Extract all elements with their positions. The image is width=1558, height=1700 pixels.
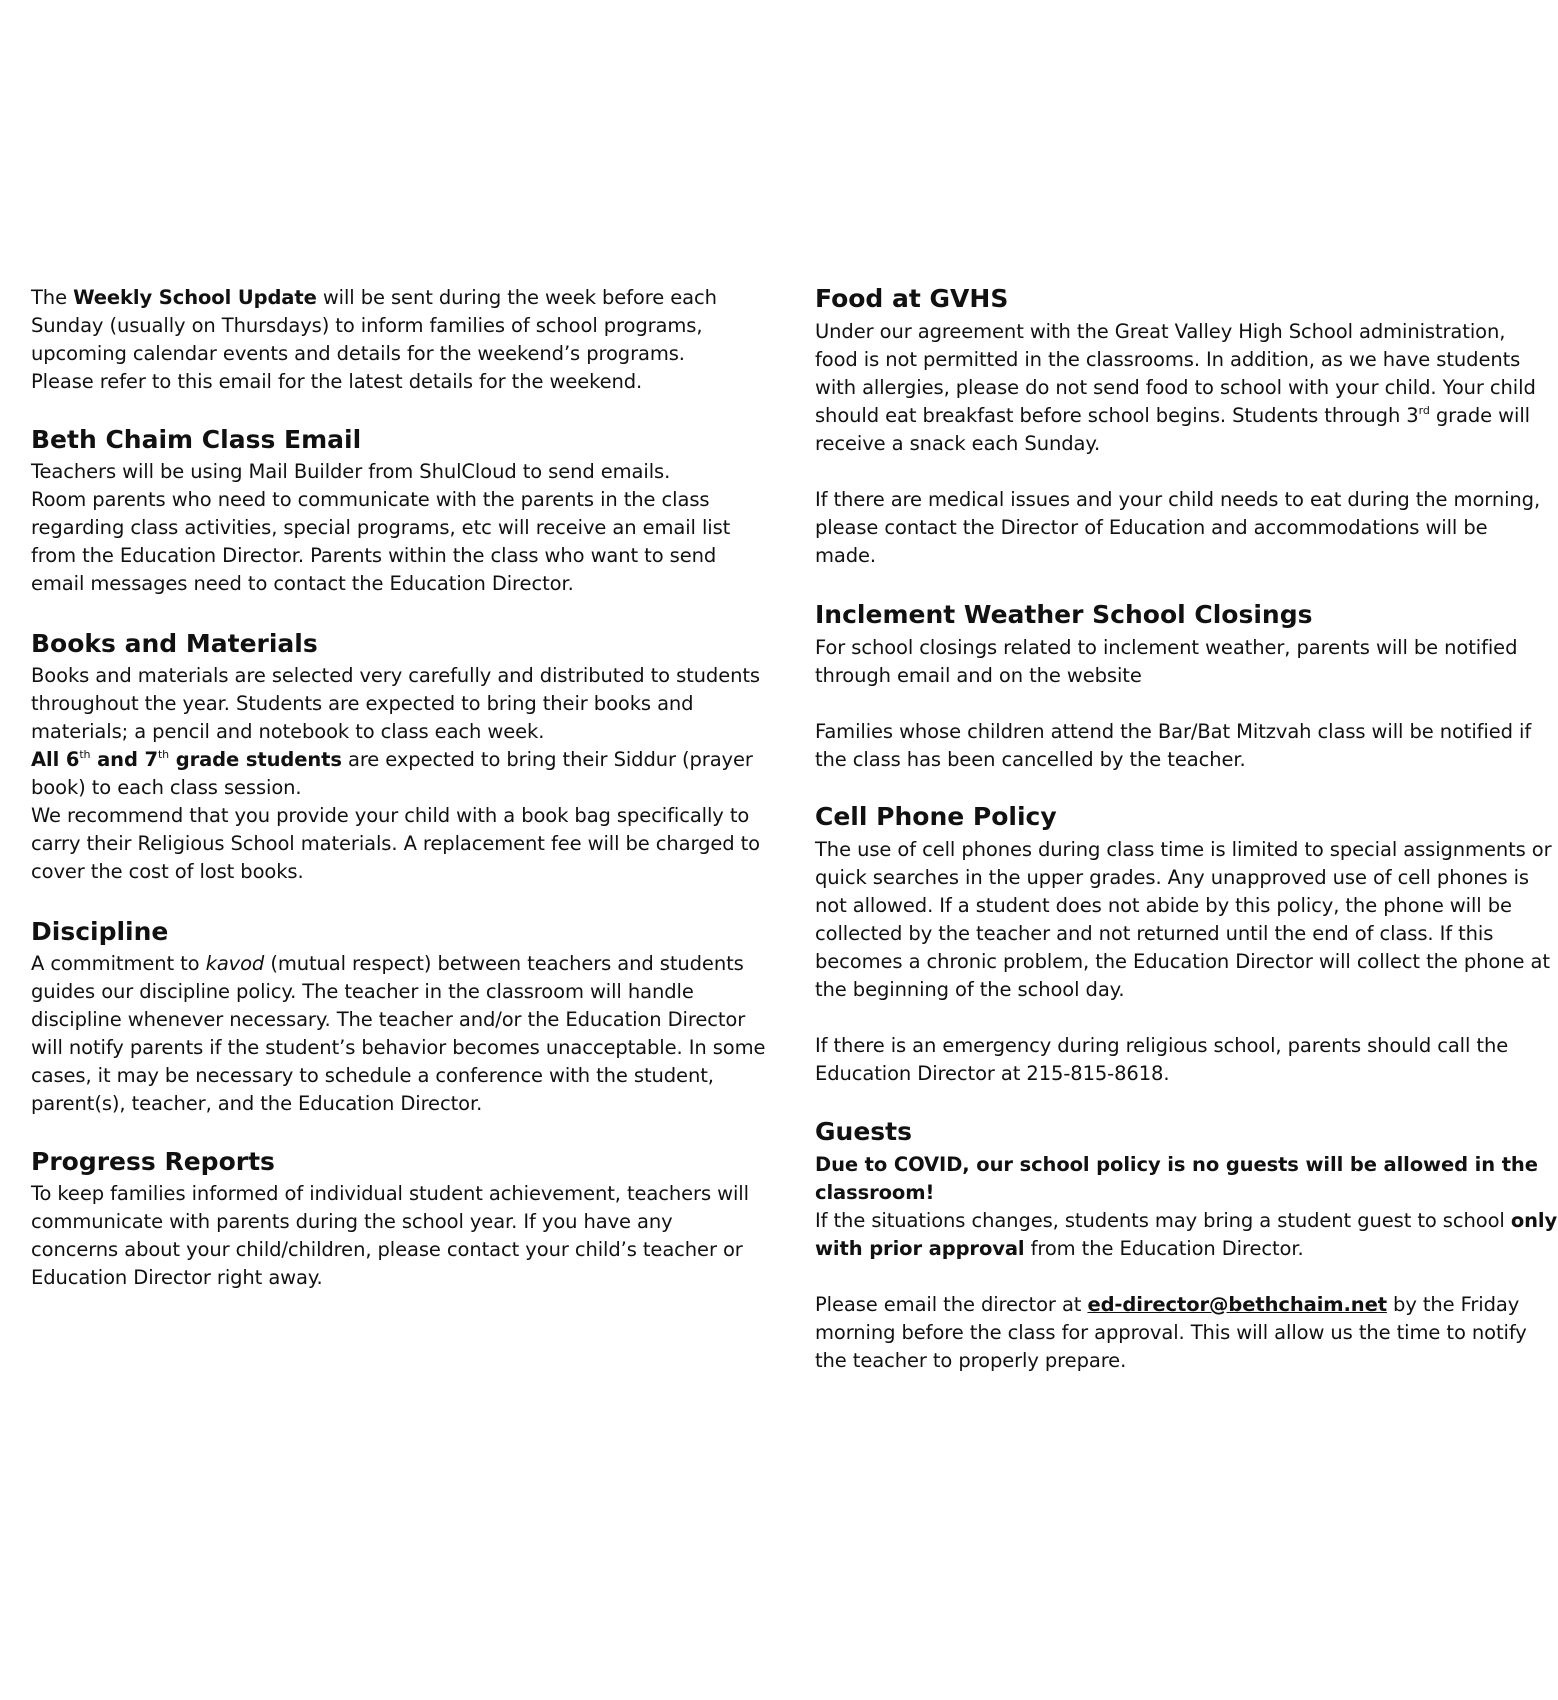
discipline-line-3: discipline whenever necessary. The teacher and/or the Education Director [31, 1008, 746, 1031]
weather-line: through email and on the website [815, 664, 1142, 687]
bar-mitzvah-line: the class has been cancelled by the teacher. [815, 748, 1246, 771]
class-email-line: regarding class activities, special programs, etc will receive an email list [31, 516, 731, 539]
food-line-4: should eat breakfast before school begins. Students through 3rd grade will [815, 404, 1530, 427]
books-line-3: materials; a pencil and notebook to class each week. [31, 720, 545, 743]
cell-line: becomes a chronic problem, the Education Director will collect the phone at [815, 950, 1550, 973]
intro-line-1: The Weekly School Update will be sent during the week before each [31, 286, 717, 309]
books-line-1: Books and materials are selected very carefully and distributed to students [31, 664, 760, 687]
heading-cell-phone: Cell Phone Policy [815, 802, 1057, 831]
heading-food: Food at GVHS [815, 284, 1009, 313]
guests-line-6: morning before the class for approval. This will allow us the time to notify [815, 1321, 1527, 1344]
cell-line: collected by the teacher and not returned until the end of class. If this [815, 922, 1494, 945]
heading-progress: Progress Reports [31, 1147, 275, 1176]
guests-line-3: If the situations changes, students may bring a student guest to school only [815, 1209, 1558, 1232]
books-line-5: book) to each class session. [31, 776, 302, 799]
weekly-update-term: Weekly School Update [73, 286, 317, 309]
class-email-line: Room parents who need to communicate with the parents in the class [31, 488, 710, 511]
medical-line: please contact the Director of Education and accommodations will be [815, 516, 1488, 539]
books-line-7: carry their Religious School materials. A replacement fee will be charged to [31, 832, 761, 855]
food-line-2: food is not permitted in the classrooms. In addition, as we have students [815, 348, 1521, 371]
books-line-2: throughout the year. Students are expected to bring their books and [31, 692, 694, 715]
heading-discipline: Discipline [31, 917, 169, 946]
books-line-4: All 6th and 7th grade students are expected to bring their Siddur (prayer [31, 748, 753, 771]
kavod-term: kavod [205, 952, 265, 975]
intro-line-3: upcoming calendar events and details for the weekend’s programs. [31, 342, 685, 365]
discipline-line-4: will notify parents if the student’s behavior becomes unacceptable. In some [31, 1036, 766, 1059]
weather-line: For school closings related to inclement weather, parents will be notified [815, 636, 1518, 659]
cell-line: The use of cell phones during class time is limited to special assignments or [815, 838, 1552, 861]
cell-line: the beginning of the school day. [815, 978, 1125, 1001]
books-line-8: cover the cost of lost books. [31, 860, 304, 883]
heading-books: Books and Materials [31, 629, 318, 658]
medical-line: made. [815, 544, 877, 567]
cell-line: quick searches in the upper grades. Any unapproved use of cell phones is [815, 866, 1529, 889]
food-line-1: Under our agreement with the Great Valley High School administration, [815, 320, 1506, 343]
progress-line: Education Director right away. [31, 1266, 323, 1289]
discipline-line-5: cases, it may be necessary to schedule a conference with the student, [31, 1064, 714, 1087]
covid-notice-line-1: Due to COVID, our school policy is no guests will be allowed in the [815, 1153, 1538, 1176]
intro-line-2: Sunday (usually on Thursdays) to inform families of school programs, [31, 314, 703, 337]
progress-line: concerns about your child/children, please contact your child’s teacher or [31, 1238, 743, 1261]
guests-line-4: with prior approval from the Education Director. [815, 1237, 1304, 1260]
discipline-line-6: parent(s), teacher, and the Education Director. [31, 1092, 483, 1115]
discipline-line-2: guides our discipline policy. The teacher in the classroom will handle [31, 980, 694, 1003]
director-email-link[interactable]: ed-director@bethchaim.net [1087, 1293, 1387, 1316]
class-email-line: from the Education Director. Parents within the class who want to send [31, 544, 717, 567]
heading-class-email: Beth Chaim Class Email [31, 425, 362, 454]
intro-line-4: Please refer to this email for the latest details for the weekend. [31, 370, 643, 393]
discipline-line-1: A commitment to kavod (mutual respect) between teachers and students [31, 952, 744, 975]
emergency-line: Education Director at 215-815-8618. [815, 1062, 1170, 1085]
heading-weather: Inclement Weather School Closings [815, 600, 1313, 629]
bar-mitzvah-line: Families whose children attend the Bar/Bat Mitzvah class will be notified if [815, 720, 1532, 743]
class-email-line: email messages need to contact the Education Director. [31, 572, 574, 595]
cell-line: not allowed. If a student does not abide by this policy, the phone will be [815, 894, 1512, 917]
emergency-line: If there is an emergency during religious school, parents should call the [815, 1034, 1509, 1057]
books-line-6: We recommend that you provide your child with a book bag specifically to [31, 804, 750, 827]
progress-line: To keep families informed of individual student achievement, teachers will [31, 1182, 749, 1205]
food-line-5: receive a snack each Sunday. [815, 432, 1101, 455]
heading-guests: Guests [815, 1117, 912, 1146]
food-line-3: with allergies, please do not send food to school with your child. Your child [815, 376, 1536, 399]
guests-line-7: the teacher to properly prepare. [815, 1349, 1127, 1372]
progress-line: communicate with parents during the school year. If you have any [31, 1210, 673, 1233]
covid-notice-line-2: classroom! [815, 1181, 935, 1204]
medical-line: If there are medical issues and your child needs to eat during the morning, [815, 488, 1541, 511]
guests-line-5: Please email the director at ed-director@bethchaim.net by the Friday [815, 1293, 1520, 1316]
class-email-line: Teachers will be using Mail Builder from ShulCloud to send emails. [31, 460, 671, 483]
